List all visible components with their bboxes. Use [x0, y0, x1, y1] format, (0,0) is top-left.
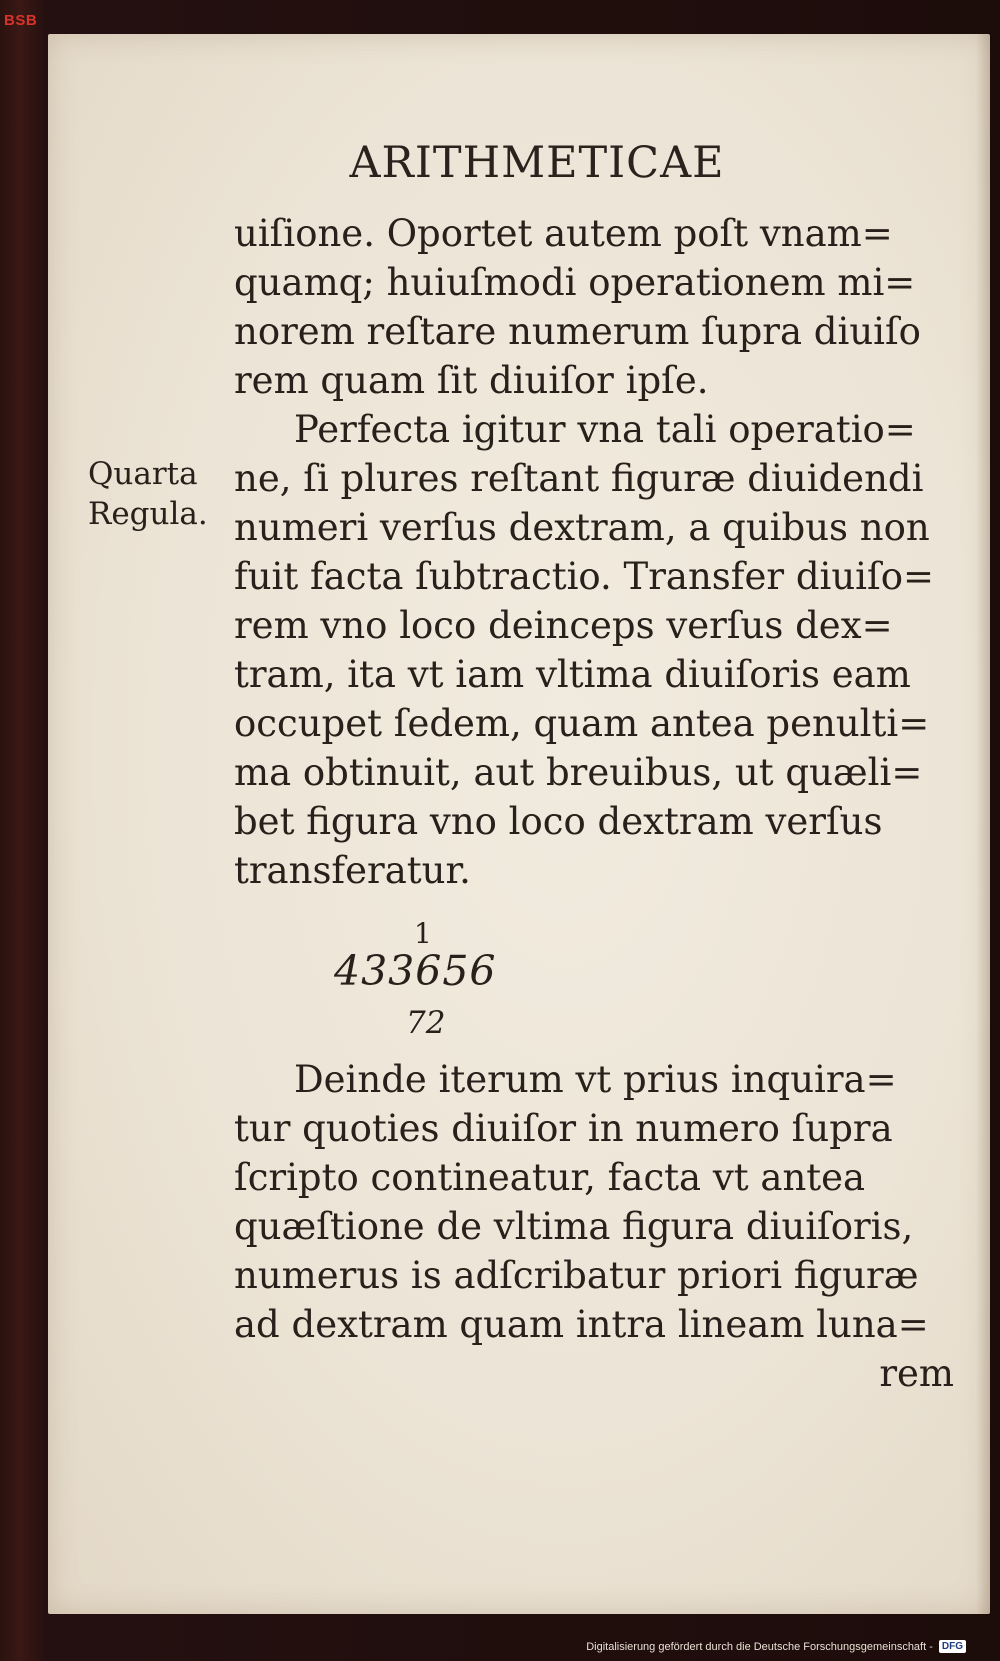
text-line: Deinde iterum vt prius inquira=	[294, 1058, 897, 1101]
page-edge-shadow	[976, 34, 990, 1614]
text-line: uiſione. Oportet autem poſt vnam=	[234, 212, 893, 255]
text-line: rem quam ſit diuiſor ipſe.	[234, 359, 709, 402]
text-line: ſcripto contineatur, facta vt antea	[234, 1156, 866, 1199]
book-page	[48, 34, 990, 1614]
text-line: ne, ſi plures reſtant figuræ diuidendi	[234, 457, 924, 500]
margin-note	[88, 454, 208, 534]
text-line: ad dextram quam intra lineam luna=	[234, 1303, 929, 1346]
division-figure	[234, 895, 954, 1055]
text-line: quamq; huiuſmodi operationem mi=	[234, 261, 916, 304]
running-head: ARITHMETICAE	[349, 138, 725, 188]
text-line: norem reſtare numerum ſupra diuiſo	[234, 310, 921, 353]
text-line: quæſtione de vltima figura diuiſoris,	[234, 1205, 914, 1248]
text-line: ma obtinuit, aut breuibus, ut quæli=	[234, 751, 923, 794]
body-text	[234, 209, 954, 1398]
figure-dividend: 433656	[334, 947, 497, 995]
footer-credit	[586, 1640, 966, 1653]
text-line: fuit facta ſubtractio. Transfer diuiſo=	[234, 555, 934, 598]
text-line: transferatur.	[234, 849, 471, 892]
text-line: rem vno loco deinceps verſus dex=	[234, 604, 893, 647]
text-line: numeri verſus dextram, a quibus non	[234, 506, 930, 549]
text-line: occupet ſedem, quam antea penulti=	[234, 702, 930, 745]
figure-quotient-digit: 1	[414, 917, 432, 950]
margin-note-line: Regula.	[88, 496, 208, 532]
text-line: Perfecta igitur vna tali operatio=	[294, 408, 916, 451]
catchword: rem	[879, 1352, 954, 1395]
dfg-logo-icon: DFG	[939, 1640, 966, 1653]
text-line: tur quoties diuiſor in numero ſupra	[234, 1107, 893, 1150]
figure-divisor: 72	[406, 1005, 446, 1041]
footer-credit-text: Digitalisierung gefördert durch die Deutsche Forschungsgemeinschaft -	[586, 1640, 933, 1653]
text-line: bet figura vno loco dextram verſus	[234, 800, 883, 843]
bsb-watermark: BSB	[4, 12, 38, 29]
margin-note-line: Quarta	[88, 456, 198, 492]
text-line: numerus is adſcribatur priori figuræ	[234, 1254, 919, 1297]
text-line: tram, ita vt iam vltima diuiſoris eam	[234, 653, 911, 696]
